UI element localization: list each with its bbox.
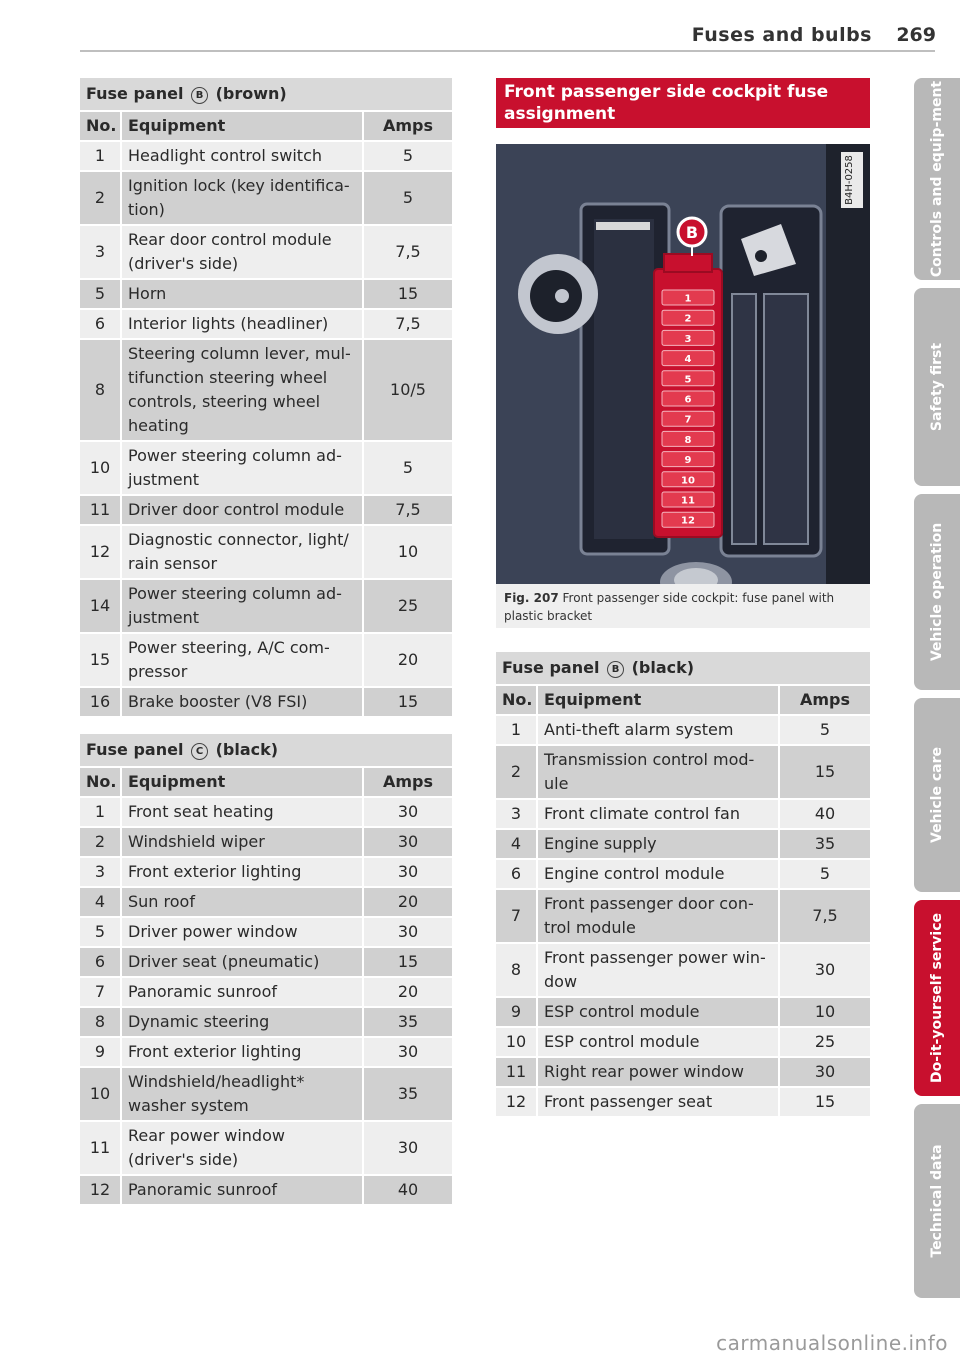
- cell-no: 1: [80, 142, 122, 172]
- cell-equipment: ESP control module: [538, 998, 780, 1028]
- fuse-panel-figure: [496, 144, 870, 584]
- table-row: [80, 978, 452, 1008]
- cell-no: 11: [80, 1122, 122, 1176]
- figure-caption-text: Front passenger side cockpit: fuse panel with plastic bracket: [504, 591, 835, 623]
- chapter-tab-do-it-yourself[interactable]: Do-it-yourself service: [914, 900, 960, 1096]
- watermark: carmanualsonline.info: [716, 1331, 948, 1355]
- cell-equipment: Front passenger power win-dow: [538, 944, 780, 998]
- table-row: [80, 688, 452, 718]
- cell-no: 6: [80, 948, 122, 978]
- table-row: [80, 526, 452, 580]
- cell-amps: 35: [364, 1008, 452, 1038]
- cell-amps: 30: [364, 1038, 452, 1068]
- cell-amps: 15: [364, 688, 452, 718]
- chapter-tab-controls[interactable]: Controls and equip-ment: [914, 78, 960, 280]
- cell-equipment: Brake booster (V8 FSI): [122, 688, 364, 718]
- figure-code: B4H-0258: [844, 155, 855, 205]
- chapter-tab-vehicle-operation[interactable]: Vehicle operation: [914, 494, 960, 690]
- column-header-no: No.: [80, 112, 122, 142]
- cell-no: 4: [496, 830, 538, 860]
- cell-amps: 10/5: [364, 340, 452, 442]
- fuse-slot-label: 9: [684, 455, 692, 467]
- cell-no: 10: [80, 442, 122, 496]
- cell-equipment: Front seat heating: [122, 798, 364, 828]
- panel-marker-letter: B: [685, 223, 699, 242]
- table-row: [496, 998, 870, 1028]
- table-row: [80, 142, 452, 172]
- cell-no: 3: [80, 858, 122, 888]
- table-row: [80, 172, 452, 226]
- cell-amps: 40: [780, 800, 870, 830]
- fuse-slot-label: 6: [684, 394, 692, 406]
- cell-equipment: Front exterior lighting: [122, 1038, 364, 1068]
- cell-equipment: Rear door control module (driver's side): [122, 226, 364, 280]
- cell-amps: 25: [364, 580, 452, 634]
- cell-amps: 15: [780, 746, 870, 800]
- table-caption: Fuse panel B (brown): [80, 78, 452, 112]
- column-header-equipment: Equipment: [122, 112, 364, 142]
- cell-no: 12: [496, 1088, 538, 1118]
- cell-equipment: Front passenger door con-trol module: [538, 890, 780, 944]
- fuse-slot-label: 10: [681, 475, 695, 487]
- cell-no: 14: [80, 580, 122, 634]
- fuse-slot-label: 8: [684, 434, 692, 446]
- fuse-table-c-black: [80, 734, 452, 1206]
- cell-equipment: Ignition lock (key identifica-tion): [122, 172, 364, 226]
- column-header-amps: Amps: [364, 768, 452, 798]
- cell-amps: 30: [364, 918, 452, 948]
- cell-amps: 25: [780, 1028, 870, 1058]
- cell-amps: 5: [364, 172, 452, 226]
- table-row: [496, 944, 870, 998]
- table-row: [496, 1028, 870, 1058]
- right-dark-panel: [826, 144, 870, 584]
- panel-letter-badge: B: [607, 661, 624, 678]
- page-number: 269: [896, 24, 936, 46]
- cell-amps: 30: [364, 798, 452, 828]
- cell-no: 1: [80, 798, 122, 828]
- cell-equipment: Driver door control module: [122, 496, 364, 526]
- cell-amps: 35: [364, 1068, 452, 1122]
- column-header-equipment: Equipment: [538, 686, 780, 716]
- table-row: [80, 280, 452, 310]
- cell-amps: 5: [364, 142, 452, 172]
- table-row: [80, 858, 452, 888]
- cell-equipment: Panoramic sunroof: [122, 978, 364, 1008]
- fuse-slot-label: 7: [684, 414, 692, 426]
- cell-no: 5: [80, 280, 122, 310]
- table-caption: Fuse panel B (black): [496, 652, 870, 686]
- table-row: [80, 1068, 452, 1122]
- figure-caption: [496, 584, 870, 628]
- table-row: [80, 310, 452, 340]
- column-header-amps: Amps: [780, 686, 870, 716]
- column-header-no: No.: [496, 686, 538, 716]
- table-row: [496, 746, 870, 800]
- fuse-table-b-black: [496, 652, 870, 1118]
- cell-no: 8: [496, 944, 538, 998]
- cell-no: 4: [80, 888, 122, 918]
- cell-amps: 20: [364, 978, 452, 1008]
- cell-amps: 20: [364, 888, 452, 918]
- table-row: [80, 918, 452, 948]
- fuse-slot-label: 4: [684, 354, 692, 366]
- table-row: [496, 890, 870, 944]
- cell-no: 3: [80, 226, 122, 280]
- cell-equipment: Driver power window: [122, 918, 364, 948]
- column-header-no: No.: [80, 768, 122, 798]
- cell-equipment: ESP control module: [538, 1028, 780, 1058]
- cell-equipment: Rear power window (driver's side): [122, 1122, 364, 1176]
- cell-no: 11: [80, 496, 122, 526]
- section-title: Front passenger side cockpit fuse assignment: [496, 78, 870, 128]
- table-row: [80, 1122, 452, 1176]
- cell-no: 2: [496, 746, 538, 800]
- cell-amps: 15: [364, 280, 452, 310]
- cell-equipment: Engine control module: [538, 860, 780, 890]
- fuse-slot-label: 5: [684, 374, 692, 386]
- fuse-panel-illustration: [496, 144, 870, 584]
- cell-amps: 5: [780, 716, 870, 746]
- chapter-tab-technical-data[interactable]: Technical data: [914, 1104, 960, 1298]
- cell-no: 2: [80, 172, 122, 226]
- cell-no: 16: [80, 688, 122, 718]
- cell-equipment: Windshield/headlight* washer system: [122, 1068, 364, 1122]
- cell-amps: 30: [780, 944, 870, 998]
- cell-amps: 40: [364, 1176, 452, 1206]
- cell-equipment: Power steering column ad-justment: [122, 442, 364, 496]
- fuse-slot-label: 12: [681, 515, 695, 527]
- cell-equipment: Power steering, A/C com-pressor: [122, 634, 364, 688]
- column-header-equipment: Equipment: [122, 768, 364, 798]
- cell-equipment: Windshield wiper: [122, 828, 364, 858]
- table-row: [80, 888, 452, 918]
- cell-equipment: Sun roof: [122, 888, 364, 918]
- cell-amps: 15: [780, 1088, 870, 1118]
- cell-equipment: Front exterior lighting: [122, 858, 364, 888]
- fuse-slot-label: 1: [684, 293, 692, 305]
- cell-no: 6: [80, 310, 122, 340]
- cell-amps: 10: [364, 526, 452, 580]
- cell-no: 9: [80, 1038, 122, 1068]
- panel-letter-badge: B: [191, 87, 208, 104]
- cell-equipment: Anti-theft alarm system: [538, 716, 780, 746]
- cell-amps: 10: [780, 998, 870, 1028]
- cell-no: 7: [496, 890, 538, 944]
- table-row: [80, 1176, 452, 1206]
- table-row: [80, 226, 452, 280]
- cell-no: 15: [80, 634, 122, 688]
- cell-amps: 15: [364, 948, 452, 978]
- cell-equipment: Right rear power window: [538, 1058, 780, 1088]
- table-row: [496, 716, 870, 746]
- cell-no: 5: [80, 918, 122, 948]
- cell-no: 2: [80, 828, 122, 858]
- column-header-amps: Amps: [364, 112, 452, 142]
- figure-label: Fig. 207: [504, 591, 559, 605]
- table-row: [80, 798, 452, 828]
- chapter-tab-safety[interactable]: Safety first: [914, 288, 960, 486]
- table-row: [80, 1038, 452, 1068]
- cell-amps: 20: [364, 634, 452, 688]
- cell-equipment: Engine supply: [538, 830, 780, 860]
- cell-equipment: Steering column lever, mul-tifunction steering wheel controls, steering wheel heating: [122, 340, 364, 442]
- fuse-slot-label: 3: [684, 333, 692, 345]
- cell-no: 10: [496, 1028, 538, 1058]
- cell-no: 12: [80, 526, 122, 580]
- cell-no: 9: [496, 998, 538, 1028]
- cell-no: 8: [80, 1008, 122, 1038]
- table-row: [80, 828, 452, 858]
- cell-amps: 30: [364, 828, 452, 858]
- table-row: [80, 442, 452, 496]
- cell-no: 11: [496, 1058, 538, 1088]
- table-row: [80, 340, 452, 442]
- table-row: [496, 860, 870, 890]
- table-row: [80, 948, 452, 978]
- cell-equipment: Interior lights (headliner): [122, 310, 364, 340]
- cell-equipment: Dynamic steering: [122, 1008, 364, 1038]
- table-row: [80, 634, 452, 688]
- table-row: [80, 1008, 452, 1038]
- cell-equipment: Front passenger seat: [538, 1088, 780, 1118]
- cell-amps: 35: [780, 830, 870, 860]
- cell-no: 10: [80, 1068, 122, 1122]
- cell-no: 6: [496, 860, 538, 890]
- header-rule: [80, 50, 935, 52]
- fuse-slot-label: 11: [681, 495, 695, 507]
- cell-equipment: Driver seat (pneumatic): [122, 948, 364, 978]
- cell-equipment: Front climate control fan: [538, 800, 780, 830]
- panel-letter-badge: C: [191, 743, 208, 760]
- cell-equipment: Transmission control mod-ule: [538, 746, 780, 800]
- table-row: [496, 800, 870, 830]
- table-row: [496, 830, 870, 860]
- cell-amps: 5: [780, 860, 870, 890]
- table-row: [80, 496, 452, 526]
- header-title: Fuses and bulbs: [691, 24, 872, 46]
- table-caption: Fuse panel C (black): [80, 734, 452, 768]
- cell-no: 8: [80, 340, 122, 442]
- cell-equipment: Diagnostic connector, light/ rain sensor: [122, 526, 364, 580]
- cell-equipment: Headlight control switch: [122, 142, 364, 172]
- chapter-tab-vehicle-care[interactable]: Vehicle care: [914, 698, 960, 892]
- cell-amps: 5: [364, 442, 452, 496]
- cell-no: 12: [80, 1176, 122, 1206]
- cell-no: 7: [80, 978, 122, 1008]
- cell-amps: 30: [364, 858, 452, 888]
- cell-no: 3: [496, 800, 538, 830]
- cell-equipment: Power steering column ad-justment: [122, 580, 364, 634]
- cell-amps: 7,5: [364, 310, 452, 340]
- cell-amps: 7,5: [364, 226, 452, 280]
- cell-no: 1: [496, 716, 538, 746]
- table-row: [496, 1088, 870, 1118]
- fuse-table-b-brown: [80, 78, 452, 718]
- cell-equipment: Horn: [122, 280, 364, 310]
- cell-amps: 7,5: [364, 496, 452, 526]
- cell-amps: 30: [364, 1122, 452, 1176]
- table-row: [80, 580, 452, 634]
- fuse-slot-label: 2: [684, 313, 692, 325]
- cell-amps: 30: [780, 1058, 870, 1088]
- cell-equipment: Panoramic sunroof: [122, 1176, 364, 1206]
- table-row: [496, 1058, 870, 1088]
- cell-amps: 7,5: [780, 890, 870, 944]
